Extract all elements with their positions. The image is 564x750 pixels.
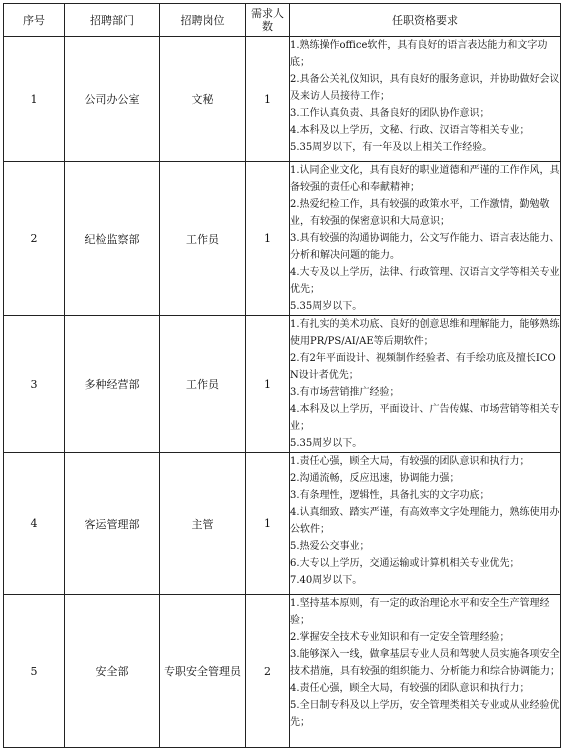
header-post: 招聘岗位 (160, 4, 246, 37)
requirement-item: 3.具有较强的沟通协调能力，公文写作能力、语言表达能力、分析和解决问题的能力。 (290, 233, 560, 261)
cell-post: 专职安全管理员 (160, 595, 246, 748)
requirement-item: 3.有条理性，逻辑性，具备扎实的文字功底； (290, 490, 490, 501)
requirement-item: 1.有扎实的美术功底、良好的创意思维和理解能力，能够熟练使用PR/PS/AI/AE等后期软件； (290, 319, 560, 347)
requirement-item: 5.35周岁以下。 (290, 438, 363, 449)
table-row (4, 37, 561, 162)
recruitment-table (3, 3, 561, 748)
requirement-item: 3.工作认真负责、具备良好的团队协作意识； (290, 108, 490, 119)
table-row (4, 595, 561, 748)
cell-post: 工作员 (160, 162, 246, 316)
requirement-item: 5.热爱公交事业； (290, 541, 370, 552)
table-row (4, 453, 561, 595)
requirement-item: 4.本科及以上学历，文秘、行政、汉语言等相关专业； (290, 125, 530, 136)
cell-seq: 5 (4, 595, 65, 748)
requirement-item: 1.责任心强，顾全大局，有较强的团队意识和执行力； (290, 456, 530, 467)
cell-requirements (290, 316, 561, 453)
requirement-item: 1.坚持基本原则，有一定的政治理论水平和安全生产管理经验； (290, 598, 550, 626)
table-row (4, 162, 561, 316)
cell-seq: 3 (4, 316, 65, 453)
cell-need: 1 (246, 162, 290, 316)
cell-need: 1 (246, 37, 290, 162)
requirement-item: 5.全日制专科及以上学历，安全管理类相关专业或从业经验优先； (290, 700, 560, 728)
requirement-item: 4.本科及以上学历，平面设计、广告传媒、市场营销等相关专业； (290, 404, 560, 432)
requirement-item: 2.沟通流畅，反应迅速，协调能力强； (290, 473, 460, 484)
cell-dept: 多种经营部 (65, 316, 160, 453)
cell-requirements (290, 162, 561, 316)
header-req: 任职资格要求 (290, 4, 561, 37)
requirement-item: 2.掌握安全技术专业知识和有一定安全管理经验； (290, 632, 510, 643)
cell-dept: 安全部 (65, 595, 160, 748)
requirement-item: 5.35周岁以下。 (290, 301, 363, 312)
requirement-item: 4.责任心强，顾全大局，有较强的团队意识和执行力； (290, 683, 530, 694)
cell-seq: 1 (4, 37, 65, 162)
header-dept: 招聘部门 (65, 4, 160, 37)
requirement-item: 7.40周岁以下。 (290, 575, 363, 586)
cell-need: 2 (246, 595, 290, 748)
requirement-item: 4.认真细致、踏实严谨，有高效率文字处理能力，熟练使用办公软件； (290, 507, 560, 535)
cell-post: 文秘 (160, 37, 246, 162)
requirement-item: 3.有市场营销推广经验； (290, 387, 400, 398)
cell-seq: 2 (4, 162, 65, 316)
cell-dept: 纪检监察部 (65, 162, 160, 316)
table-row (4, 316, 561, 453)
cell-seq: 4 (4, 453, 65, 595)
cell-dept: 公司办公室 (65, 37, 160, 162)
requirement-item: 2.热爱纪检工作，具有较强的政策水平，工作激情，勤勉敬业，有较强的保密意识和大局意识； (290, 199, 550, 227)
cell-need: 1 (246, 316, 290, 453)
cell-dept: 客运管理部 (65, 453, 160, 595)
cell-requirements (290, 37, 561, 162)
header-need: 需求人数 (246, 4, 290, 37)
requirement-item: 4.大专及以上学历，法律、行政管理、汉语言文学等相关专业优先； (290, 267, 560, 295)
cell-post: 工作员 (160, 316, 246, 453)
header-seq: 序号 (4, 4, 65, 37)
requirement-item: 5.35周岁以下，有一年及以上相关工作经验。 (290, 142, 493, 153)
requirement-item: 2.具备公关礼仪知识，具有良好的服务意识，并协助做好会议及来访人员接待工作； (290, 74, 560, 102)
requirement-item: 6.大专以上学历，交通运输或计算机相关专业优先； (290, 558, 520, 569)
requirement-item: 2.有2年平面设计、视频制作经验者、有手绘功底及擅长ICON设计者优先； (290, 353, 556, 381)
requirement-item: 1.认同企业文化，具有良好的职业道德和严谨的工作作风，具备较强的责任心和奉献精神； (290, 165, 560, 193)
cell-requirements (290, 595, 561, 748)
requirement-item: 1.熟练操作office软件，具有良好的语言表达能力和文字功底； (290, 40, 548, 68)
header-row (4, 4, 561, 37)
cell-requirements (290, 453, 561, 595)
requirement-item: 3.能够深入一线，做拿基层专业人员和驾驶人员实施各项安全技术措施，具有较强的组织能力、分析能力和综合协调能力； (290, 649, 560, 677)
cell-post: 主管 (160, 453, 246, 595)
cell-need: 1 (246, 453, 290, 595)
